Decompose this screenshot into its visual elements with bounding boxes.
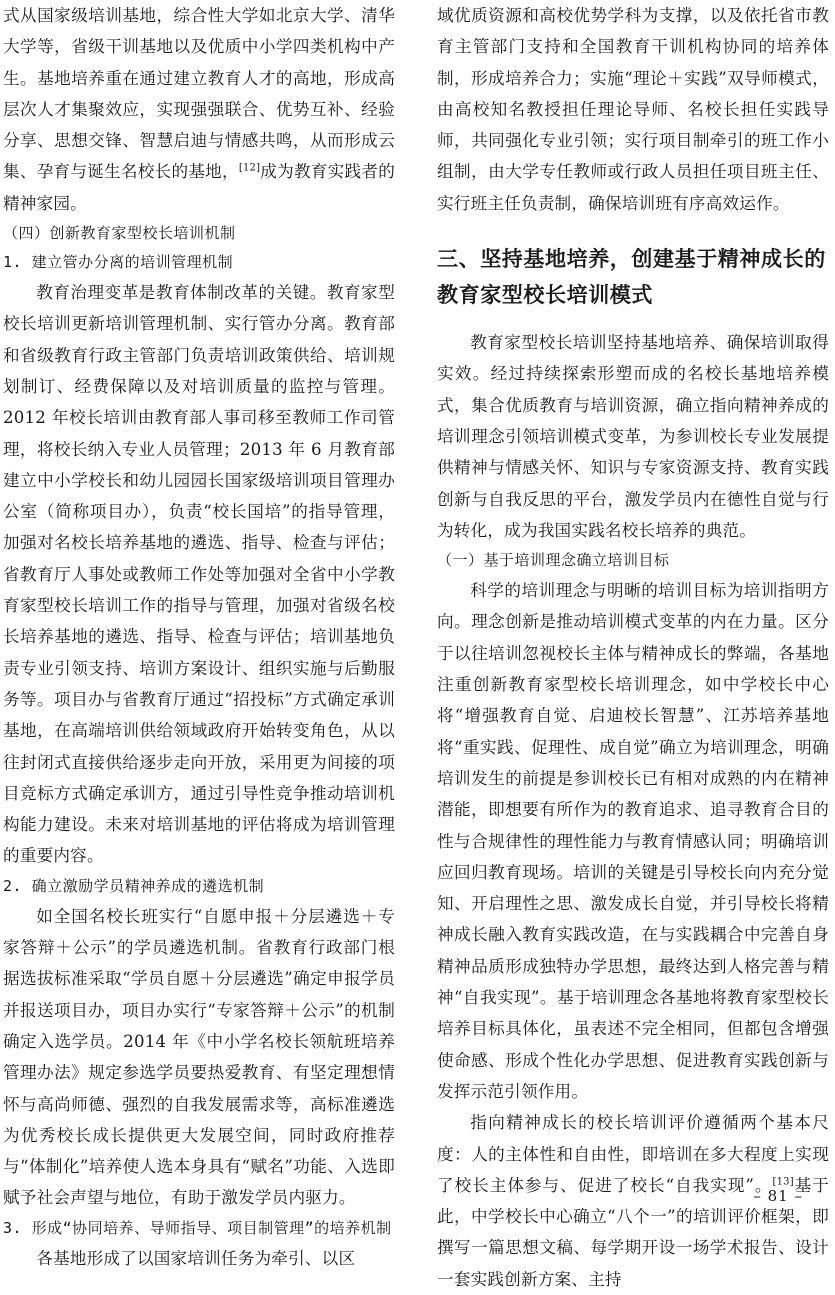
section-3-heading: 三、坚持基地培养，创建基于精神成长的教育家型校长培训模式 [437, 247, 826, 308]
paragraph-sub2: 如全国名校长班实行“自愿申报＋分层遴选＋专家答辩＋公示”的学员遴选机制。省教育行政部门根据选拔标准采取“学员自愿＋分层遴选”确定申报学员并报送项目办，项目办实行“专家答辩＋公示”的机制确定入选学员。2014 年《中小学名校长领航班培养管理办法》规定参选学员要热爱教育、有坚定理想情怀与高尚师德、强烈的自我发展需求等，高标准遴选为优秀校长成长提供更大发展空间，同时政府推荐与“体制化”培养使人选本身具有“赋名”功能、入选即赋予社会声望与地位，有助于激发学员内驱力。 [3, 906, 395, 1208]
left-column [3, 0, 395, 1274]
paragraph-a1: 科学的培训理念与明晰的培训目标为培训指明方向。理念创新是推动培训模式变革的内在力量。区分于以往培训忽视校长主体与精神成长的弊端，各基地注重创新教育家型校长培训理念，如中学校长中心将“增强教育自觉、启迪校长智慧”、江苏培养基地将“重实践、促理性、成自觉”确立为培训理念，明确培训发生的前提是参训校长已有相对成熟的内在精神潜能，即想要有所作为的教育追求、追寻教育合目的性与合规律性的理性能力与教育情感认同；明确培训应回归教育现场。培训的关键是引导校长向内充分觉知、开启理性之思、激发成长自觉，并引导校长将精神成长融入教育实践改造，在与实践耦合中完善自身精神品质形成独特办学思想，最终达到人格完善与精神“自我实现”。基于培训理念各基地将教育家型校长培养目标具体化，虽表述不完全相同，但都包含增强使命感、形成个性化办学思想、促进教育实践创新与发挥示范引领作用。 [437, 581, 829, 1101]
section-4-heading: （四）创新教育家型校长培训机制 [3, 224, 236, 243]
subsection-2-heading: 2. 确立激励学员精神养成的遴选机制 [3, 876, 265, 895]
paragraph-continued: 域优质资源和高校优势学科为支撑，以及依托省市教育主管部门支持和全国教育干训机构协同的培养体制，形成培养合力；实施“理论＋实践”双导师模式，由高校知名教授担任理论导师、名校长担任实践导师，共同强化专业引领；实行项目制牵引的班工作小组制，由大学专任教师或行政人员担任项目班主任、实行班主任负责制，确保培训班有序高效运作。 [437, 6, 829, 213]
paragraph-sub3: 各基地形成了以国家培训任务为牵引、以区 [36, 1248, 356, 1268]
paragraph-sec3: 教育家型校长培训坚持基地培养、确保培训取得实效。经过持续探索形塑而成的名校长基地培养模式，集合优质教育与培训资源，确立指向精神养成的培训理念引领培训模式变革，为参训校长专业发展提供精神与情感关怀、知识与专家资源支持、教育实践创新与自我反思的平台，激发学员内在德性自觉与行为转化，成为我国实践名校长培养的典范。 [437, 333, 829, 540]
citation-12: [12] [238, 162, 261, 174]
subsection-3-heading: 3. 形成“协同培养、导师指导、项目制管理”的培养机制 [3, 1218, 392, 1237]
paragraph-a2: 指向精神成长的校长培训评价遵循两个基本尺度：人的主体性和自由性，即培训在多大程度上实现了校长主体参与、促进了校长“自我实现”。[13]基于此，中学校长中心确立“八个一”的培训评价框架，即撰写一篇思想文稿、每学期开设一场学术报告、设计一套实践创新方案、主持 [437, 1113, 829, 1289]
right-column [437, 0, 829, 1295]
subsection-a-heading: （一）基于培训理念确立培训目标 [437, 551, 670, 570]
page-number: – 81 – [753, 1187, 803, 1205]
citation-13: [13] [772, 1176, 794, 1188]
paragraph-intro: 式从国家级培训基地，综合性大学如北京大学、清华大学等，省级干训基地以及优质中小学四类机构中产生。基地培养重在通过建立教育人才的高地，形成高层次人才集聚效应，实现强强联合、优势互补、经验分享、思想交锋、智慧启迪与情感共鸣，从而形成云集、孕育与诞生名校长的基地，[12]成为教育实践者的精神家园。 [3, 6, 395, 213]
subsection-1-heading: 1. 建立管办分离的培训管理机制 [3, 253, 234, 272]
paragraph-sub1: 教育治理变革是教育体制改革的关键。教育家型校长培训更新培训管理机制、实行管办分离。教育部和省级教育行政主管部门负责培训政策供给、培训规划制订、经费保障以及对培训质量的监控与管理。2012 年校长培训由教育部人事司移至教师工作司管理，将校长纳入专业人员管理；2013 年 6 月教育部建立中小学校长和幼儿园园长国家级培训项目管理办公室（简称项目办），负责“校长国培”的指导管理，加强对名校长培养基地的遴选、指导、检查与评估；省教育厅人事处或教师工作处等加强对全省中小学教育家型校长培训工作的指导与管理，加强对省级名校长培养基地的遴选、指导、检查与评估；培训基地负责专业引领支持、培训方案设计、组织实施与后勤服务等。项目办与省教育厅通过“招投标”方式确定承训基地，在高端培训供给领域政府开始转变角色，从以往封闭式直接供给逐步走向开放，采用更为间接的项目竞标方式确定承训方，通过引导性竞争推动培训机构能力建设。未来对培训基地的评估将成为培训管理的重要内容。 [3, 283, 395, 866]
